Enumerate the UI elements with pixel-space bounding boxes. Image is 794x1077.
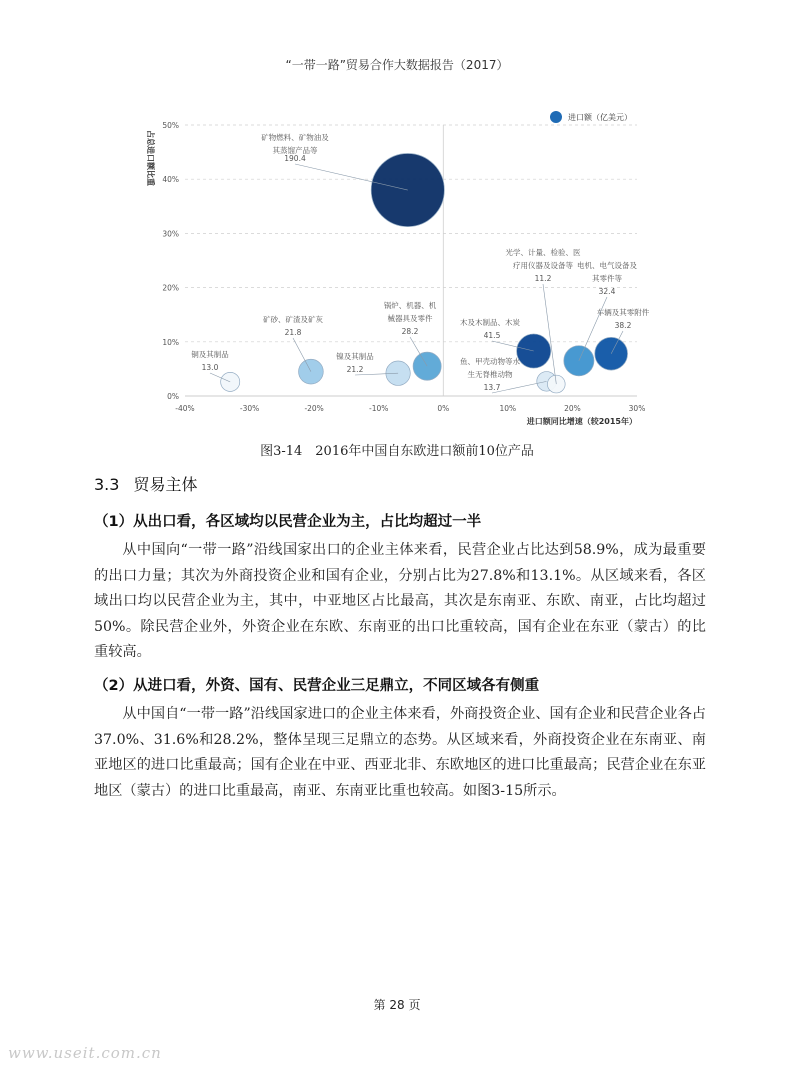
bubble-label: 镍及其制品: [336, 352, 374, 361]
paragraph-export: 从中国向“一带一路”沿线国家出口的企业主体来看，民营企业占比达到58.9%，成为最重要的出口力量；其次为外商投资企业和国有企业，分别占比为27.8%和13.1%。从区域来看，各区域出口均以民营企业为主，其中，中亚地区占比最高，其次是东南亚、东欧、南亚，占比均超过50%。除民营企业外，外资企业在东欧、东南亚的出口比重较高，国有企业在东亚（蒙古）的比重较高。: [94, 542, 706, 661]
section-number: 3.3: [94, 475, 120, 494]
y-tick-label: 0%: [167, 392, 179, 401]
y-tick-label: 10%: [162, 337, 179, 347]
paragraph-import: 从中国自“一带一路”沿线国家进口的企业主体来看，外商投资企业、国有企业和民营企业各占37.0%、31.6%和28.2%，整体呈现三足鼎立的态势。从区域来看，外商投资企业在东南亚、南亚地区的进口比重最高；国有企业在中亚、西亚北非、东欧地区的进口比重最高；民营企业在东亚地区（蒙古）的进口比重最高，南亚、东南亚比重也较高。如图3-15所示。: [94, 706, 706, 799]
x-tick-label: 0%: [437, 404, 450, 413]
bubble-value-label: 21.2: [346, 365, 364, 374]
bubble-value-label: 21.8: [284, 328, 302, 337]
bubble-label: 矿砂、矿渣及矿灰: [263, 315, 323, 324]
x-tick-label: 30%: [628, 404, 646, 413]
y-tick-label: 30%: [162, 229, 179, 239]
y-axis-label: 占总进口额比重: [146, 130, 155, 186]
bubble-value-label: 32.4: [598, 287, 616, 296]
x-tick-label: 20%: [564, 404, 581, 413]
bubble-value-label: 28.2: [401, 327, 419, 336]
bubble-label: 锅炉、机器、机: [383, 301, 437, 310]
page-header: “一带一路”贸易合作大数据报告（2017）: [285, 58, 509, 72]
bubble-label: 生无脊椎动物: [467, 370, 513, 379]
x-tick-label: -20%: [304, 404, 324, 413]
bubble-label: 车辆及其零附件: [596, 308, 650, 317]
section-heading: [94, 472, 197, 495]
bubble-value-label: 41.5: [483, 331, 501, 340]
y-tick-label: 20%: [162, 283, 179, 293]
bubble: [371, 153, 444, 226]
legend-marker: [550, 111, 562, 123]
bubble: [564, 346, 594, 376]
y-tick-label: 40%: [162, 175, 179, 185]
section-title: 贸易主体: [133, 475, 198, 494]
bubble-label: 铜及其制品: [191, 350, 229, 359]
bubble-label: 其零件等: [592, 274, 622, 283]
x-tick-label: -30%: [239, 404, 260, 413]
page-number: 第 28 页: [373, 998, 421, 1012]
bubble-label: 疗用仪器及设备等: [513, 261, 573, 270]
subheading-import: （2）从进口看，外资、国有、民营企业三足鼎立，不同区域各有侧重: [94, 678, 540, 694]
watermark: www.useit.com.cn: [8, 1044, 162, 1062]
bubble-chart: [140, 100, 660, 440]
bubble-value-label: 38.2: [614, 321, 632, 330]
x-tick-label: -10%: [369, 404, 389, 413]
legend-label: 进口额（亿美元）: [568, 113, 632, 122]
subheading-export: （1）从出口看，各区域均以民营企业为主，占比均超过一半: [94, 514, 482, 530]
x-tick-label: 10%: [499, 404, 517, 413]
x-tick-label: -40%: [175, 404, 195, 413]
bubble: [595, 337, 628, 370]
bubble-label: 其蒸馏产品等: [272, 146, 318, 155]
bubble-value-label: 190.4: [284, 154, 306, 163]
y-tick-label: 50%: [162, 121, 179, 130]
bubble-value-label: 13.0: [201, 363, 219, 372]
leader-line: [543, 284, 556, 384]
bubble-value-label: 11.2: [534, 274, 552, 283]
chart-svg: [140, 100, 660, 440]
bubble: [299, 359, 324, 384]
bubble-value-label: 13.7: [483, 383, 501, 392]
x-axis-label: 进口额同比增速（较2015年）: [526, 417, 637, 426]
bubble-label: 械器具及零件: [387, 314, 433, 323]
figure-caption: 图3-14 2016年中国自东欧进口额前10位产品: [260, 444, 534, 459]
bubble-label: 矿物燃料、矿物油及: [261, 133, 329, 142]
bubble-label: 光学、计量、检验、医: [505, 248, 581, 257]
bubble-label: 木及木制品、木炭: [460, 318, 520, 327]
bubble-label: 电机、电气设备及: [577, 261, 637, 270]
bubble-label: 鱼、甲壳动物等水: [460, 357, 520, 366]
